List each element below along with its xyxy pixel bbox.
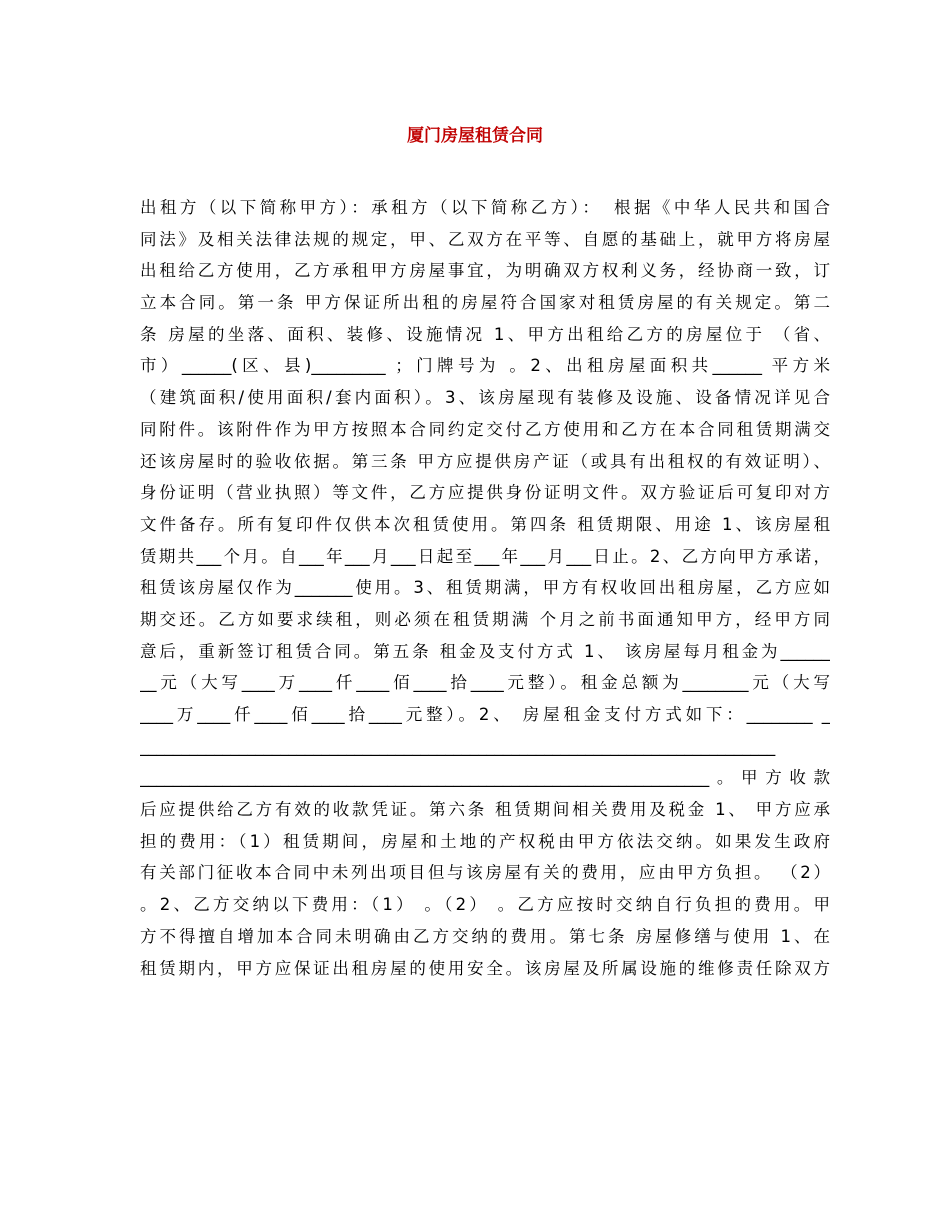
document-body xyxy=(140,192,830,984)
body-line-17: ____万____仟____佰____拾____元整）。2、 房屋租金支付方式如下：________ _ xyxy=(140,705,830,724)
body-line-23: 。2、乙方交纳以下费用：（1） 。（2） 。乙方应按时交纳自行负担的费用。甲 xyxy=(140,895,830,915)
body-line-8: 同附件。该附件作为甲方按照本合同约定交付乙方使用和乙方在本合同租赁期满交 xyxy=(140,419,830,439)
body-line-10: 身份证明（营业执照）等文件，乙方应提供身份证明文件。双方验证后可复印对方 xyxy=(140,483,830,503)
body-line-11: 文件备存。所有复印件仅供本次租赁使用。第四条 租赁期限、用途 1、该房屋租 xyxy=(140,514,830,534)
body-line-9: 还该房屋时的验收依据。第三条 甲方应提供房产证（或具有出租权的有效证明）、 xyxy=(140,451,830,471)
body-line-18: _____________________________________________________________________________ xyxy=(140,736,776,756)
body-line-5: 条 房屋的坐落、面积、装修、设施情况 1、甲方出租给乙方的房屋位于 （省、 xyxy=(140,324,830,344)
document-title: 厦门房屋租赁合同 xyxy=(407,126,543,146)
body-line-6: 市）______(区、县)_________ ；门牌号为 。2、出租房屋面积共______ 平方米 xyxy=(140,356,830,376)
body-line-22: 有关部门征收本合同中未列出项目但与该房屋有关的费用，应由甲方负担。 （2） xyxy=(140,863,830,883)
body-line-21: 担的费用：（1）租赁期间，房屋和土地的产权税由甲方依法交纳。如果发生政府 xyxy=(140,831,830,851)
body-line-3: 出租给乙方使用，乙方承租甲方房屋事宜，为明确双方权利义务，经协商一致，订 xyxy=(140,261,830,281)
body-line-19: _____________________________________________________________________。甲方收款 xyxy=(140,768,830,788)
body-line-7: （建筑面积/使用面积/套内面积）。3、该房屋现有装修及设施、设备情况详见合 xyxy=(140,388,830,408)
body-line-1: 出租方（以下简称甲方）：承租方（以下简称乙方）： 根据《中华人民共和国合 xyxy=(140,198,830,217)
body-line-15: 意后，重新签订租赁合同。第五条 租金及支付方式 1、 该房屋每月租金为______ xyxy=(140,641,830,661)
body-line-25: 租赁期内，甲方应保证出租房屋的使用安全。该房屋及所属设施的维修责任除双方 xyxy=(140,958,830,978)
body-line-14: 期交还。乙方如要求续租，则必须在租赁期满 个月之前书面通知甲方，经甲方同 xyxy=(140,609,830,629)
body-line-20: 后应提供给乙方有效的收款凭证。第六条 租赁期间相关费用及税金 1、 甲方应承 xyxy=(140,800,830,820)
body-line-12: 赁期共___个月。自___年___月___日起至___年___月___日止。2、乙方向甲方承诺， xyxy=(140,546,830,566)
body-line-13: 租赁该房屋仅作为_______使用。3、租赁期满，甲方有权收回出租房屋，乙方应如 xyxy=(140,578,830,598)
body-line-24: 方不得擅自增加本合同未明确由乙方交纳的费用。第七条 房屋修缮与使用 1、在 xyxy=(140,926,830,946)
body-line-2: 同法》及相关法律法规的规定，甲、乙双方在平等、自愿的基础上，就甲方将房屋 xyxy=(140,229,830,249)
body-line-16: __元（大写____万____仟____佰____拾____元整）。租金总额为________元（大写 xyxy=(140,673,830,693)
body-line-4: 立本合同。第一条 甲方保证所出租的房屋符合国家对租赁房屋的有关规定。第二 xyxy=(140,293,830,313)
